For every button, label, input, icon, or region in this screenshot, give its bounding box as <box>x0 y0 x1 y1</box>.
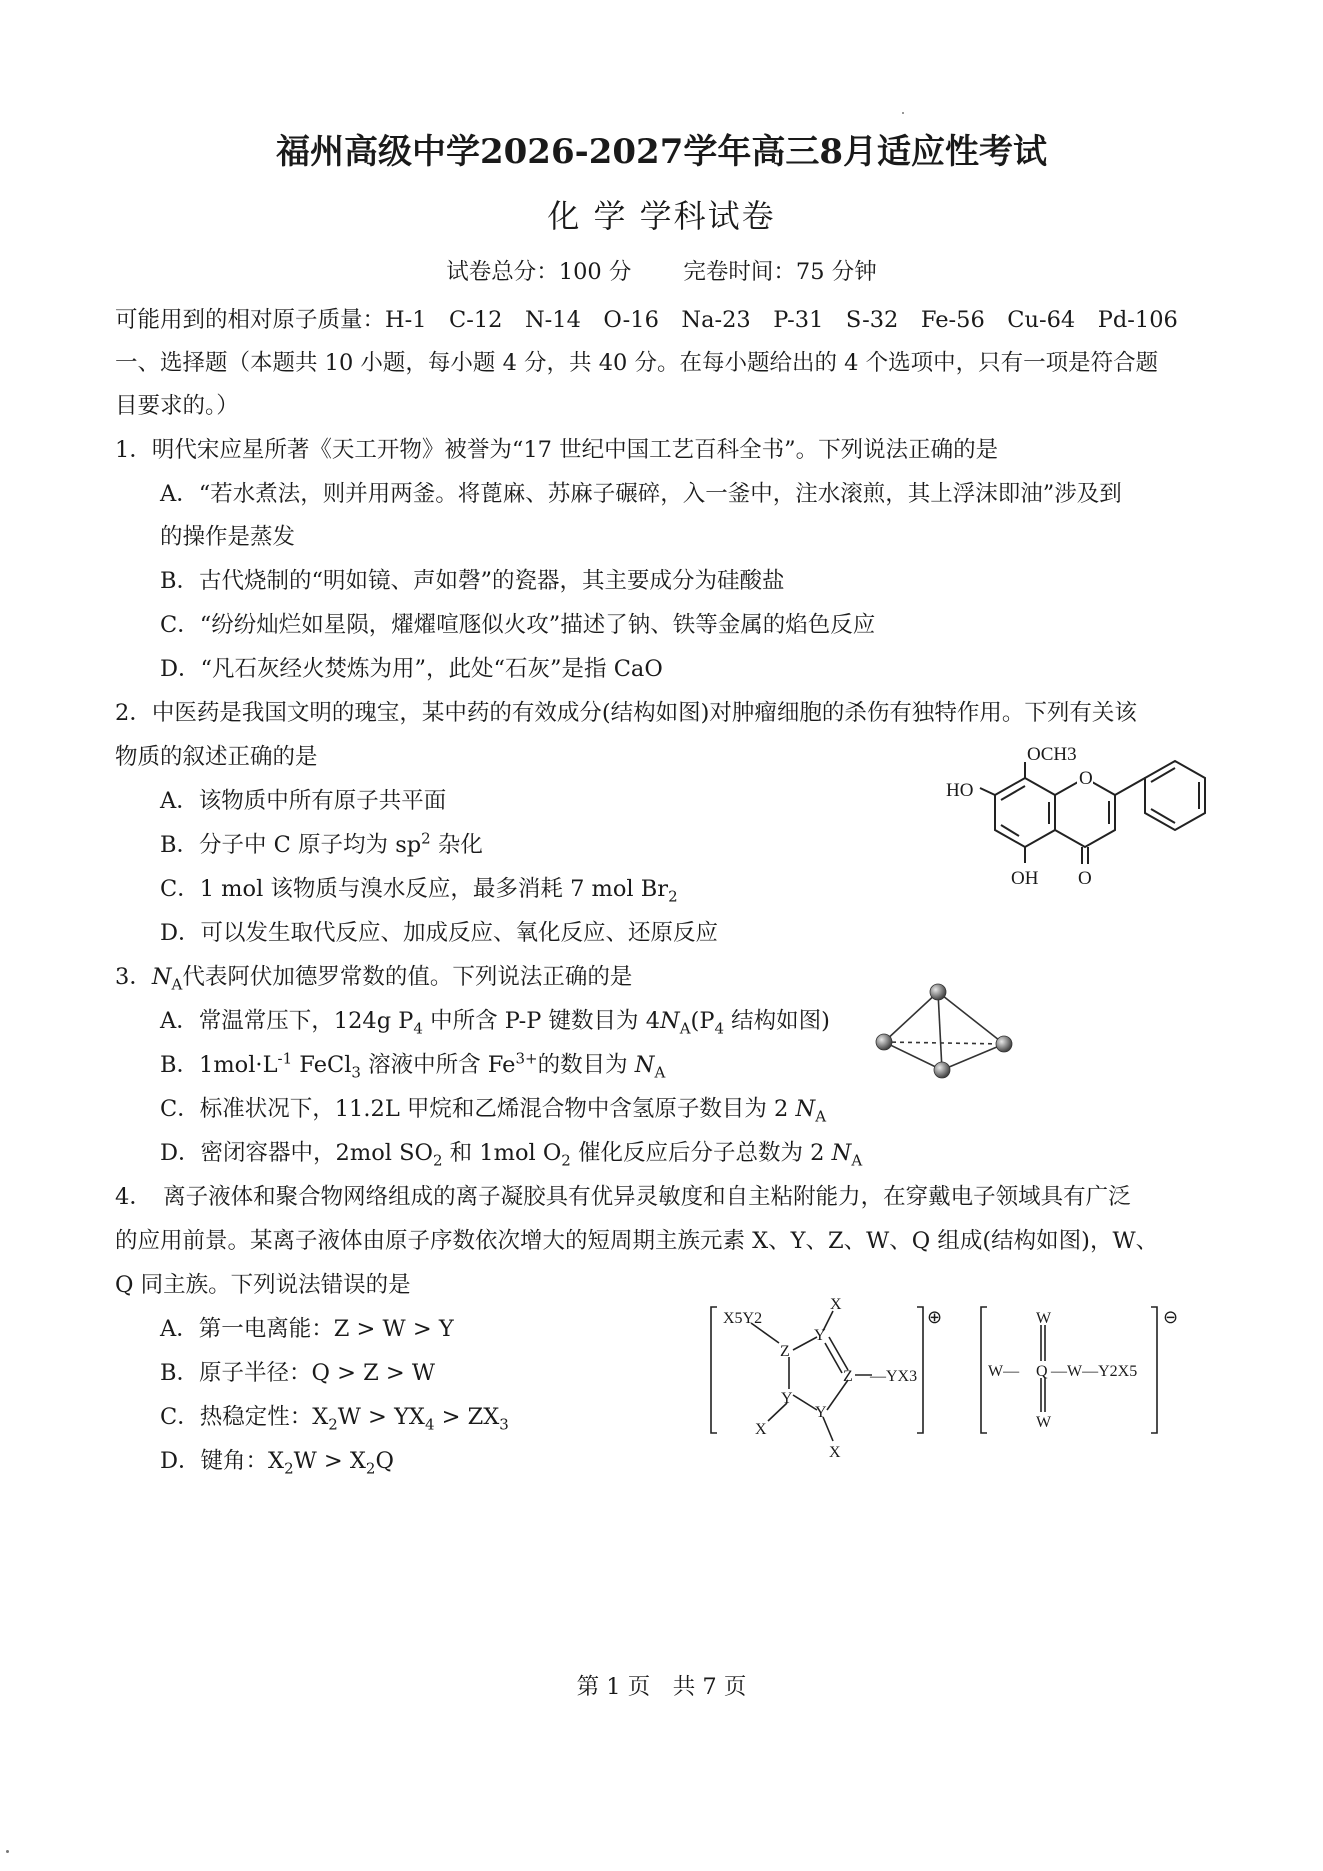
q1-option-d: D．“凡石灰经火焚炼为用”，此处“石灰”是指 CaO <box>160 656 663 682</box>
q1-option-b: B．古代烧制的“明如镜、声如磬”的瓷器，其主要成分为硅酸盐 <box>160 568 785 594</box>
y-label-2: Y <box>781 1390 793 1407</box>
och3-label: OCH3 <box>1027 744 1077 765</box>
exam-subtitle: 化 学 学科试卷 <box>547 197 776 235</box>
q3a-na: N <box>660 1008 680 1034</box>
atomic-masses: 可能用到的相对原子质量：H-1 C-12 N-14 O-16 Na-23 P-31 S-32 Fe-56 Cu-64 Pd-106 <box>115 307 1178 333</box>
q3-option-b <box>160 1050 665 1080</box>
x-bottom-label: X <box>829 1444 841 1461</box>
exam-time: 完卷时间：75 分钟 <box>683 259 877 285</box>
w-top-label: W <box>1036 1310 1052 1327</box>
q3-option-c <box>160 1094 826 1124</box>
ho-label: HO <box>946 780 974 801</box>
q3a-na-sub: A <box>679 1019 691 1038</box>
x5y2-label: X5Y2 <box>723 1310 763 1327</box>
p4-tetrahedron-figure <box>870 980 1020 1085</box>
q3c-na: N <box>795 1096 816 1122</box>
q3a-sub1: 4 <box>413 1019 423 1038</box>
q4d-part1: D．键角：X <box>160 1448 285 1474</box>
q3a-part2: 中所含 P-P 键数目为 4 <box>422 1008 661 1034</box>
q2-stem-line2: 物质的叙述正确的是 <box>115 744 318 770</box>
q3a-sub2: 4 <box>714 1019 725 1038</box>
q3b-sup2: 3+ <box>515 1049 538 1068</box>
q3d-part3: 催化反应后分子总数为 2 <box>570 1140 832 1166</box>
q2-option-a: A．该物质中所有原子共平面 <box>160 788 447 814</box>
q2-stem-line1: 2．中医药是我国文明的瑰宝，某中药的有效成分(结构如图)对肿瘤细胞的杀伤有独特作用。下列有关该 <box>115 700 1137 726</box>
q3d-na-sub: A <box>851 1151 863 1170</box>
exam-meta <box>0 257 1323 287</box>
q-center-label: Q <box>1036 1363 1048 1380</box>
q3a-part4: 结构如图) <box>724 1008 830 1034</box>
q3b-part1: B．1mol·L <box>160 1052 278 1078</box>
q4d-part3: Q <box>375 1448 394 1474</box>
total-score: 试卷总分：100 分 <box>446 259 632 285</box>
q1-option-c: C．“纷纷灿烂如星陨，燿燿喧豗似火攻”描述了钠、铁等金属的焰色反应 <box>160 612 876 638</box>
q2-option-c <box>160 874 678 904</box>
q4d-part2: W > X <box>293 1448 366 1474</box>
q2-option-b-tail: 杂化 <box>430 832 483 858</box>
section-heading-line1: 一、选择题（本题共 10 小题，每小题 4 分，共 40 分。在每小题给出的 4 个选项中，只有一项是符合题 <box>115 350 1159 376</box>
q3d-sub2: 2 <box>561 1151 571 1170</box>
q3b-sup1: -1 <box>277 1049 293 1068</box>
q1-stem: 1．明代宋应星所著《天工开物》被誉为“17 世纪中国工艺百科全书”。下列说法正确的是 <box>115 437 999 463</box>
q3d-sub1: 2 <box>432 1151 443 1170</box>
exam-title: 福州高级中学2026-2027学年高三8月适应性考试 <box>275 132 1048 172</box>
q3b-na: N <box>634 1052 655 1078</box>
q3a-part3: (P <box>690 1008 715 1034</box>
q3-option-a <box>160 1006 830 1036</box>
section-heading-line2: 目要求的。） <box>115 393 239 419</box>
page-footer: 第 1 页 共 7 页 <box>576 1674 747 1700</box>
ionic-liquid-figure <box>705 1295 1195 1475</box>
q4-stem-line2: 的应用前景。某离子液体由原子序数依次增大的短周期主族元素 X、Y、Z、W、Q 组成(结构如图)，W、 <box>115 1228 1159 1254</box>
yx3-label: —YX3 <box>870 1368 918 1385</box>
q3b-part4: 的数目为 <box>537 1052 635 1078</box>
q3-na-sub: A <box>171 975 183 994</box>
x-left-label: X <box>755 1421 767 1438</box>
z-label-2: Z <box>843 1368 853 1385</box>
q1-option-a-line2: 的操作是蒸发 <box>160 524 296 550</box>
q2-molecule-figure <box>945 740 1230 925</box>
q3c-part1: C．标准状况下，11.2L 甲烷和乙烯混合物中含氢原子数目为 2 <box>160 1096 796 1122</box>
q2-option-b-sup: 2 <box>421 829 431 848</box>
q4c-sub1: 2 <box>328 1415 338 1434</box>
q3a-part1: A．常温常压下，124g P <box>160 1008 414 1034</box>
scan-speck-top <box>902 112 904 114</box>
q4-option-d <box>160 1446 394 1476</box>
q3-na: N <box>151 964 172 990</box>
q4-stem-line1: 4． 离子液体和聚合物网络组成的离子凝胶具有优异灵敏度和自主粘附能力，在穿戴电子领域具有广泛 <box>115 1184 1131 1210</box>
q4-option-a: A．第一电离能：Z > W > Y <box>160 1316 454 1342</box>
q4c-part3: > ZX <box>434 1404 500 1430</box>
w-left-label: W— <box>988 1363 1020 1380</box>
q3b-part2: FeCl <box>292 1052 352 1078</box>
scan-speck <box>6 1850 9 1853</box>
q4-option-c <box>160 1402 509 1432</box>
q3b-na-sub: A <box>654 1063 666 1082</box>
q4c-sub2: 4 <box>424 1415 435 1434</box>
y-label-3: Y <box>815 1404 827 1421</box>
q3d-part2: 和 1mol O <box>442 1140 562 1166</box>
keto-oxygen-label: O <box>1078 868 1092 889</box>
q4-stem-line3: Q 同主族。下列说法错误的是 <box>115 1272 411 1298</box>
q3-option-d <box>160 1138 862 1168</box>
plus-charge: ⊕ <box>927 1307 943 1327</box>
q1-option-a-line1: A．“若水煮法，则并用两釜。将蓖麻、苏麻子碾碎，入一釜中，注水滚煎，其上浮沫即油”涉及到 <box>160 481 1122 507</box>
q3d-part1: D．密闭容器中，2mol SO <box>160 1140 433 1166</box>
y-label-1: Y <box>814 1327 826 1344</box>
q2-option-b-text: B．分子中 C 原子均为 sp <box>160 832 422 858</box>
q2-option-c-text: C．1 mol 该物质与溴水反应，最多消耗 7 mol Br <box>160 876 669 902</box>
q3c-na-sub: A <box>815 1107 827 1126</box>
q4d-sub2: 2 <box>365 1459 376 1478</box>
q2-option-c-sub: 2 <box>668 887 678 906</box>
q3d-na: N <box>831 1140 852 1166</box>
q2-option-b <box>160 830 483 860</box>
z-label-1: Z <box>780 1343 790 1360</box>
q4c-sub3: 3 <box>499 1415 509 1434</box>
q3-number: 3． <box>115 964 152 990</box>
q4c-part2: W > YX <box>337 1404 425 1430</box>
q3b-part3: 溶液中所含 Fe <box>360 1052 516 1078</box>
minus-charge: ⊖ <box>1163 1307 1179 1327</box>
q3b-sub: 3 <box>351 1063 361 1082</box>
w-right-label: —W—Y2X5 <box>1051 1363 1138 1380</box>
q4c-part1: C．热稳定性：X <box>160 1404 329 1430</box>
q2-option-d: D．可以发生取代反应、加成反应、氧化反应、还原反应 <box>160 920 719 946</box>
ring-oxygen-label: O <box>1079 768 1093 789</box>
q4d-sub1: 2 <box>284 1459 294 1478</box>
x-top-label: X <box>830 1296 842 1313</box>
q3-stem <box>115 962 632 992</box>
w-bottom-label: W <box>1036 1414 1052 1431</box>
oh-label: OH <box>1011 868 1039 889</box>
q3-stem-text: 代表阿伏加德罗常数的值。下列说法正确的是 <box>182 964 633 990</box>
q4-option-b: B．原子半径：Q > Z > W <box>160 1360 436 1386</box>
